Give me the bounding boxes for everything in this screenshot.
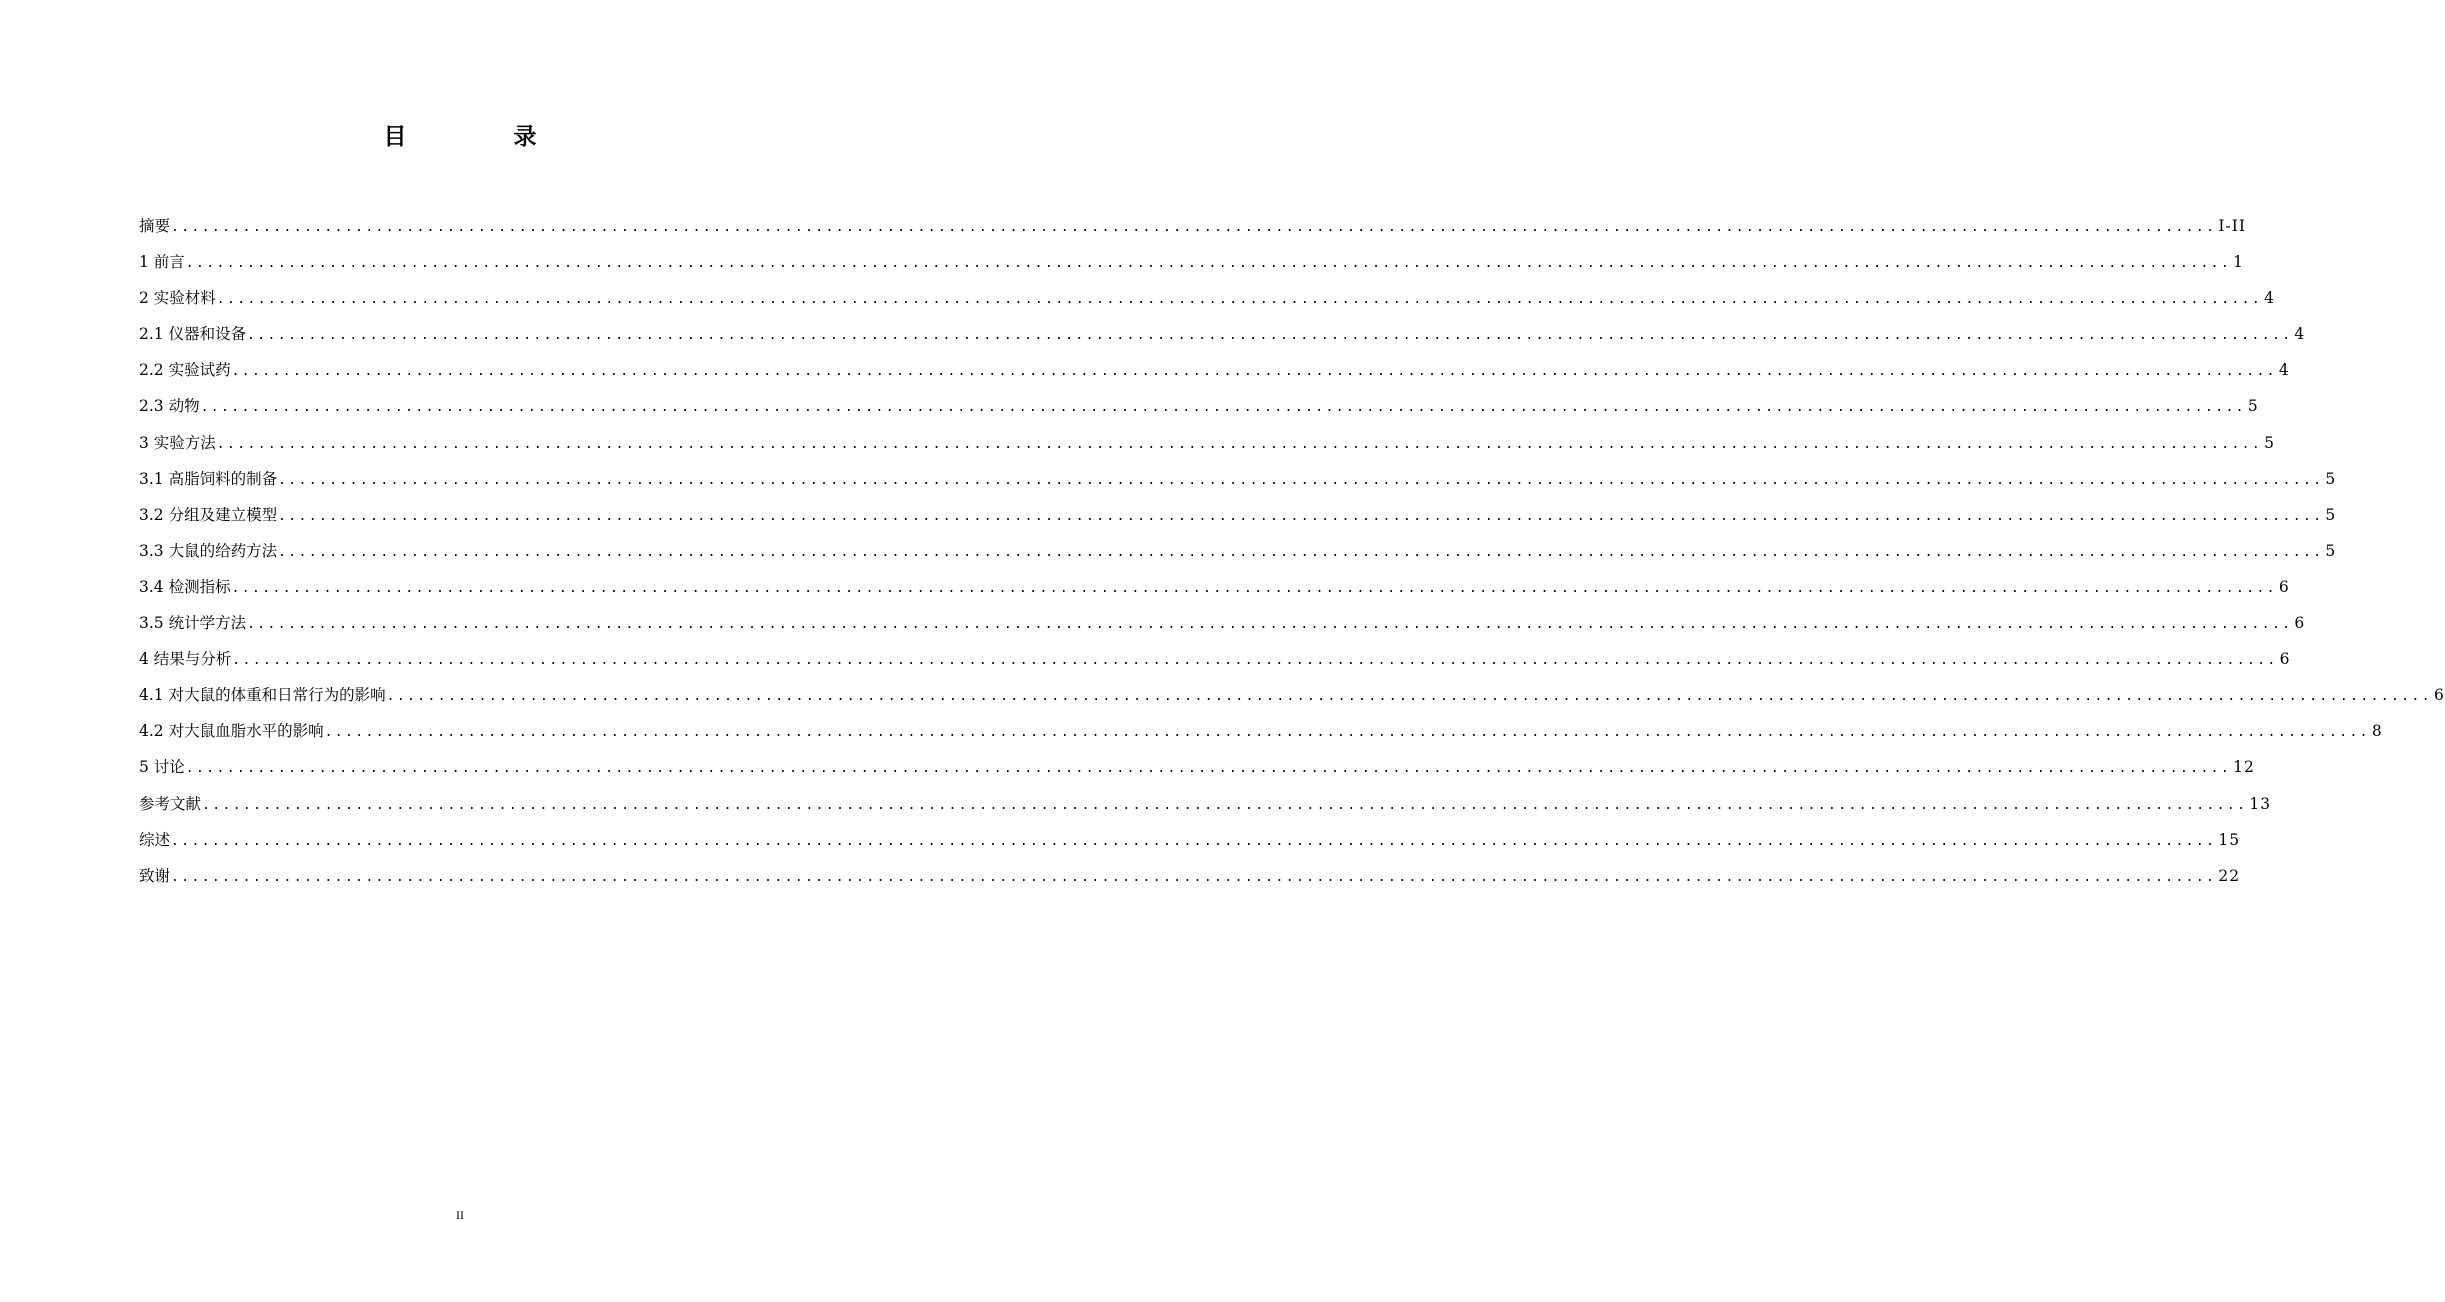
toc-dot-leader: ........................................................................................................................................................................................................ (202, 797, 2248, 813)
toc-dot-leader: ........................................................................................................................................................................................................ (200, 400, 2246, 416)
toc-dot-leader: ........................................................................................................................................................................................................ (185, 761, 2232, 777)
toc-entry[interactable] (139, 497, 2337, 533)
toc-dot-leader: ........................................................................................................................................................................................................ (247, 328, 2293, 344)
toc-entry[interactable] (139, 352, 2290, 388)
toc-entry[interactable] (139, 641, 2291, 677)
toc-dot-leader: ........................................................................................................................................................................................................ (231, 364, 2277, 380)
toc-entry[interactable] (139, 677, 2445, 713)
toc-entry-page-number: 6 (2433, 686, 2445, 705)
toc-entry-page-number: 5 (2264, 433, 2276, 452)
toc-dot-leader: ........................................................................................................................................................................................................ (324, 725, 2370, 741)
toc-dot-leader: ........................................................................................................................................................................................................ (278, 472, 2324, 488)
toc-entry[interactable] (139, 461, 2337, 497)
toc-entry-page-number: 5 (2325, 541, 2337, 560)
toc-entry[interactable] (139, 858, 2241, 894)
toc-dot-leader: ........................................................................................................................................................................................................ (216, 436, 2263, 452)
toc-dot-leader: ........................................................................................................................................................................................................ (185, 256, 2232, 272)
toc-entry[interactable] (139, 388, 2259, 424)
toc-entry-label: 1 前言 (139, 253, 185, 272)
toc-entry-page-number: 1 (2233, 253, 2245, 272)
toc-entry-label: 4.1 对大鼠的体重和日常行为的影响 (139, 686, 386, 705)
toc-entry[interactable] (139, 605, 2306, 641)
toc-entry-page-number: 6 (2278, 577, 2290, 596)
toc-entry-label: 3.3 大鼠的给药方法 (139, 541, 278, 560)
toc-entry[interactable] (139, 280, 2276, 316)
toc-entry-label: 3.1 高脂饲料的制备 (139, 469, 278, 488)
toc-dot-leader: ........................................................................................................................................................................................................ (232, 653, 2278, 669)
toc-entry[interactable] (139, 533, 2337, 569)
footer-page-number: II (456, 1208, 464, 1222)
toc-entry-label: 3 实验方法 (139, 433, 216, 452)
toc-entry[interactable] (139, 316, 2306, 352)
toc-entry[interactable] (139, 822, 2241, 858)
toc-entry-label: 参考文献 (139, 794, 202, 813)
toc-entry-page-number: 15 (2218, 830, 2241, 849)
toc-entry-page-number: 4 (2278, 361, 2290, 380)
toc-entry-page-number: 6 (2279, 650, 2291, 669)
toc-dot-leader: ........................................................................................................................................................................................................ (247, 617, 2293, 633)
toc-entry-page-number: 5 (2247, 397, 2259, 416)
toc-entry-label: 致谢 (139, 866, 171, 885)
toc-entry-page-number: I-II (2218, 217, 2246, 235)
toc-entry-label: 3.5 统计学方法 (139, 614, 247, 633)
toc-entry[interactable] (139, 244, 2245, 280)
toc-dot-leader: ........................................................................................................................................................................................................ (216, 292, 2263, 308)
toc-entry[interactable] (139, 208, 2246, 244)
toc-dot-leader: ........................................................................................................................................................................................................ (278, 508, 2324, 524)
toc-entry-page-number: 6 (2294, 614, 2306, 633)
toc-dot-leader: ........................................................................................................................................................................................................ (278, 544, 2324, 560)
toc-entry-label: 综述 (139, 830, 171, 849)
toc-entry[interactable] (139, 569, 2290, 605)
toc-entry-page-number: 4 (2294, 325, 2306, 344)
toc-dot-leader: ........................................................................................................................................................................................................ (171, 869, 2217, 885)
toc-dot-leader: ........................................................................................................................................................................................................ (171, 833, 2217, 849)
toc-entry-page-number: 5 (2325, 505, 2337, 524)
toc-entry-label: 摘要 (139, 217, 171, 235)
toc-entry-label: 2.1 仪器和设备 (139, 325, 247, 344)
toc-entry-label: 4.2 对大鼠血脂水平的影响 (139, 722, 324, 741)
table-of-contents (139, 208, 2445, 894)
toc-entry-page-number: 12 (2233, 758, 2255, 777)
toc-entry-label: 3.4 检测指标 (139, 577, 231, 596)
toc-entry-label: 5 讨论 (139, 758, 185, 777)
toc-entry-label: 3.2 分组及建立模型 (139, 505, 278, 524)
toc-entry-page-number: 22 (2218, 866, 2241, 885)
toc-dot-leader: ........................................................................................................................................................................................................ (231, 580, 2277, 596)
toc-entry[interactable] (139, 786, 2272, 822)
toc-entry-page-number: 13 (2249, 794, 2272, 813)
toc-entry-label: 2.3 动物 (139, 397, 200, 416)
toc-dot-leader: ........................................................................................................................................................................................................ (386, 689, 2432, 705)
toc-dot-leader: ........................................................................................................................................................................................................ (171, 220, 2217, 235)
toc-entry[interactable] (139, 425, 2276, 461)
toc-entry[interactable] (139, 713, 2383, 749)
page-title: 目 录 (383, 124, 579, 150)
toc-entry-label: 2.2 实验试药 (139, 361, 231, 380)
toc-entry-page-number: 8 (2371, 722, 2383, 741)
toc-entry-label: 2 实验材料 (139, 289, 216, 308)
toc-entry-page-number: 4 (2264, 289, 2276, 308)
toc-entry-page-number: 5 (2325, 469, 2337, 488)
toc-entry[interactable] (139, 749, 2255, 785)
toc-entry-label: 4 结果与分析 (139, 650, 232, 669)
